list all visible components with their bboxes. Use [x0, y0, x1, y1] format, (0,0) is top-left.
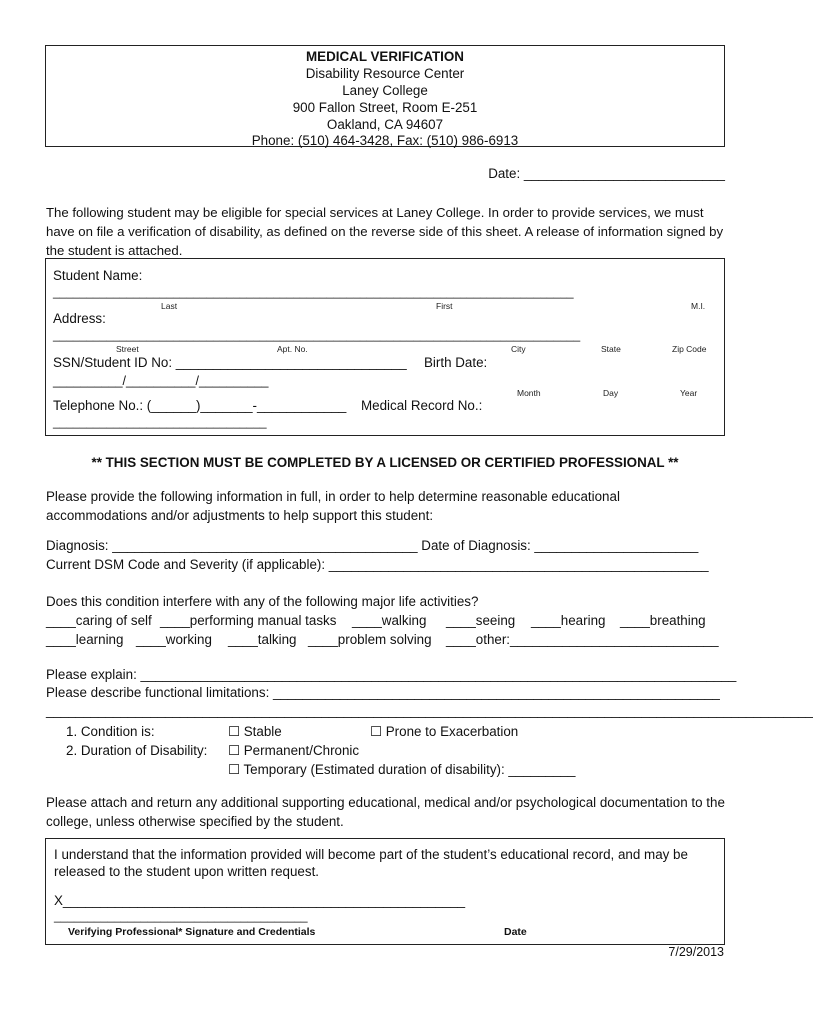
- signature-underline: ______________________________________: [54, 909, 308, 923]
- activity-working[interactable]: ____working: [136, 632, 212, 647]
- city-caption: City: [511, 344, 526, 354]
- revision-date: 7/29/2013: [668, 945, 724, 959]
- month-caption: Month: [517, 388, 541, 398]
- diagnosis-field[interactable]: Diagnosis: _________________________________________ Date of Diagnosis: ______________________: [46, 538, 699, 553]
- explain-field[interactable]: Please explain: ________________________________________________________________________________: [46, 667, 737, 682]
- student-name-field[interactable]: ______________________________________________________________________________: [53, 285, 574, 299]
- college-name: Laney College: [342, 83, 428, 98]
- ssn-field[interactable]: SSN/Student ID No: _______________________________: [53, 355, 407, 370]
- activity-other[interactable]: ____other:____________________________: [446, 632, 719, 647]
- day-caption: Day: [603, 388, 619, 398]
- first-name-caption: First: [436, 301, 453, 311]
- intro-paragraph: The following student may be eligible for special services at Laney College. In order to provide services, we must have on file a verification of disability, as defined on the reverse side of this sheet. A release of information signed by the student is attached.: [46, 205, 724, 258]
- activity-seeing[interactable]: ____seeing: [446, 613, 516, 628]
- date-caption: Date: [504, 926, 527, 938]
- activity-manual-tasks[interactable]: ____performing manual tasks: [160, 613, 337, 628]
- form-title: MEDICAL VERIFICATION: [306, 49, 464, 64]
- prone-exacerbation-checkbox[interactable]: ☐ Prone to Exacerbation: [370, 724, 519, 739]
- header-box: [45, 45, 725, 147]
- org-name: Disability Resource Center: [305, 66, 465, 81]
- functional-limitations-field[interactable]: Please describe functional limitations: ____________________________________________________________: [46, 685, 720, 700]
- instructions-paragraph: Please provide the following information in full, in order to help determine reasonable educational accommodations and/or adjustments to help support this student:: [46, 489, 620, 523]
- acknowledgement-text: I understand that the information provided will become part of the student’s educational record, and may be released to the student upon written request.: [54, 847, 688, 879]
- student-info-box: [45, 258, 725, 436]
- permanent-checkbox[interactable]: ☐ Permanent/Chronic: [228, 743, 360, 758]
- year-caption: Year: [680, 388, 698, 398]
- address-label: Address:: [53, 311, 106, 326]
- activity-problem-solving[interactable]: ____problem solving: [308, 632, 432, 647]
- duration-label: 2. Duration of Disability:: [66, 743, 208, 758]
- condition-label: 1. Condition is:: [66, 724, 155, 739]
- activity-talking[interactable]: ____talking: [228, 632, 297, 647]
- birth-date-field[interactable]: __________/__________/__________: [53, 374, 269, 388]
- dsm-code-field[interactable]: Current DSM Code and Severity (if applicable): ___________________________________________________: [46, 557, 709, 572]
- acknowledgement-box: [45, 838, 725, 945]
- activity-hearing[interactable]: ____hearing: [531, 613, 606, 628]
- section-heading: ** THIS SECTION MUST BE COMPLETED BY A LICENSED OR CERTIFIED PROFESSIONAL **: [91, 455, 679, 470]
- signature-caption: Verifying Professional* Signature and Credentials: [68, 926, 316, 938]
- medical-record-field[interactable]: ________________________________: [53, 415, 267, 429]
- attach-paragraph: Please attach and return any additional supporting educational, medical and/or psychological documentation to the college, unless otherwise specified by the student.: [46, 795, 725, 829]
- street-address: 900 Fallon Street, Room E-251: [292, 100, 478, 115]
- street-caption: Street: [116, 344, 139, 354]
- city-address: Oakland, CA 94607: [326, 117, 444, 132]
- activity-breathing[interactable]: ____breathing: [620, 613, 706, 628]
- last-name-caption: Last: [161, 301, 178, 311]
- activity-caring-of-self[interactable]: ____caring of self: [46, 613, 152, 628]
- signature-field[interactable]: X______________________________________________________: [54, 893, 466, 908]
- medical-record-label: Medical Record No.:: [361, 398, 483, 413]
- student-name-label: Student Name:: [53, 268, 143, 283]
- telephone-field[interactable]: Telephone No.: (______)_______-____________: [53, 398, 347, 413]
- extra-line-field[interactable]: _______________________________________________________________________________________________________: [46, 703, 813, 718]
- activity-walking[interactable]: ____walking: [352, 613, 427, 628]
- contact-phone: Phone: (510) 464-3428, Fax: (510) 986-6913: [251, 133, 519, 148]
- date-field[interactable]: Date: ___________________________: [488, 166, 725, 181]
- zip-caption: Zip Code: [672, 344, 707, 354]
- temporary-checkbox[interactable]: ☐ Temporary (Estimated duration of disability): _________: [228, 762, 576, 777]
- stable-checkbox[interactable]: ☐ Stable: [228, 724, 282, 739]
- apt-caption: Apt. No.: [277, 344, 308, 354]
- middle-initial-caption: M.I.: [691, 301, 706, 311]
- state-caption: State: [601, 344, 621, 354]
- activity-learning[interactable]: ____learning: [46, 632, 124, 647]
- address-field[interactable]: _______________________________________________________________________________: [53, 328, 581, 342]
- birth-date-label: Birth Date:: [424, 355, 488, 370]
- life-activities-question: Does this condition interfere with any of the following major life activities?: [46, 594, 479, 609]
